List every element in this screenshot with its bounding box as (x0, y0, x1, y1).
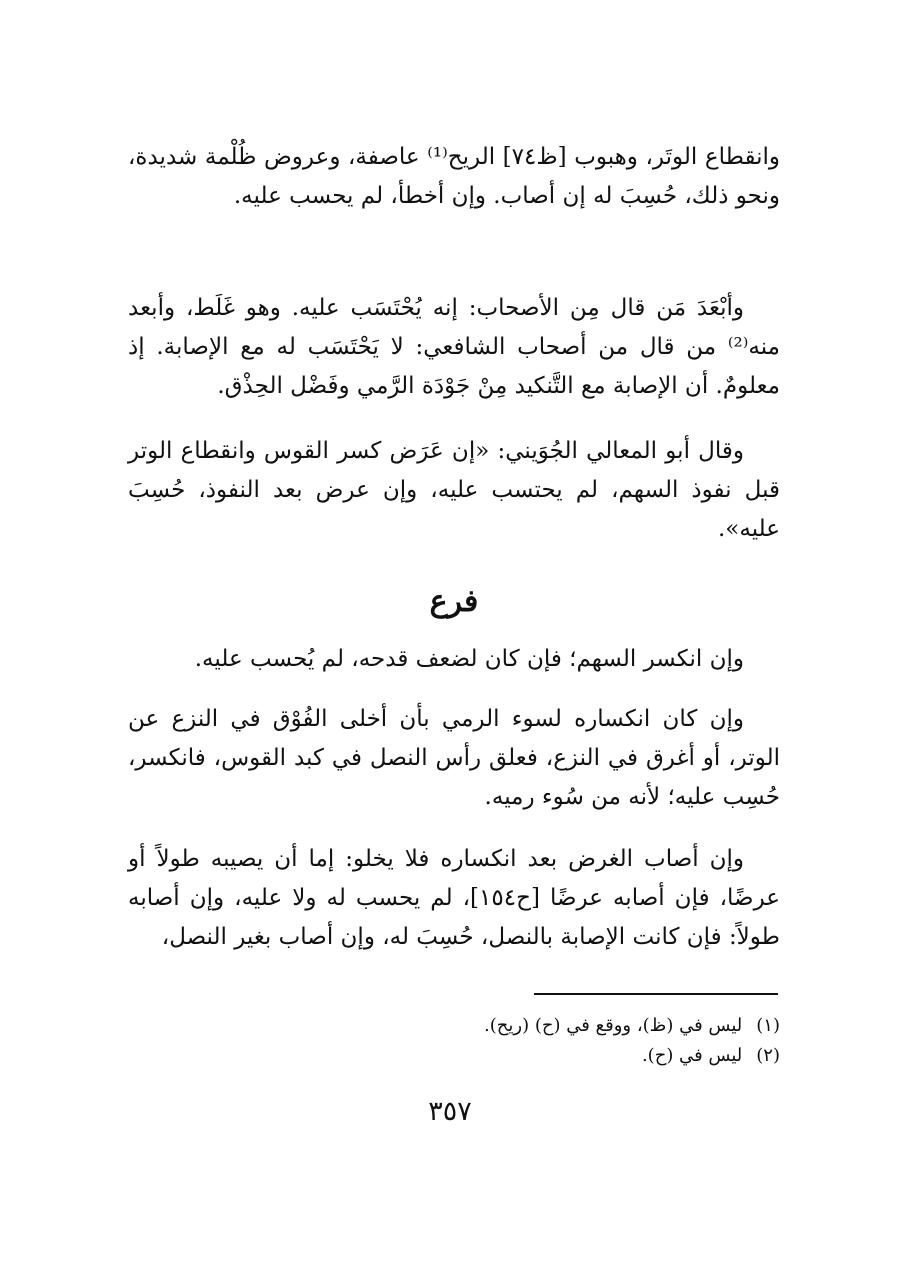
footnote-text: ليس في (ظ)، ووقع في (ح) (ريح). (484, 1015, 743, 1036)
footnote-1 (128, 1011, 780, 1041)
paragraph-5: وإن كان انكساره لسوء الرمي بأن أخلى الفُوْق في النزع عن الوتر، أو أغرق في النزع، فعلق رأس النصل في كبد القوس، فانكسر، حُسِب عليه؛ لأنه من سُوء رميه. (128, 706, 780, 810)
paragraph-3: وقال أبو المعالي الجُوَيني: «إن عَرَض كسر القوس وانقطاع الوتر قبل نفوذ السهم، لم يحتسب عليه، وإن عرض بعد النفوذ، حُسِبَ عليه». (128, 438, 780, 542)
footnote-marker: (١) (756, 1015, 780, 1036)
footnote-marker: (٢) (756, 1045, 780, 1066)
footnotes (128, 1011, 780, 1071)
page-number: ٣٥٧ (428, 1096, 472, 1127)
paragraph-6: وإن أصاب الغرض بعد انكساره فلا يخلو: إما أن يصيبه طولاً أو عرضًا، فإن أصابه عرضًا [ح١٥٤]، لم يحسب له ولا عليه، وإن أصابه طولاً: فإن كانت الإصابة بالنصل، حُسِبَ له، وإن أصاب بغير النصل، (128, 846, 780, 950)
paragraph-2: وأبْعَدَ مَن قال مِن الأصحاب: إنه يُحْتَسَب عليه. وهو غَلَط، وأبعد منه⁽²⁾ من قال من أصحاب الشافعي: لا يَحْتَسَب له مع الإصابة. إذ معلومٌ. أن الإصابة مع التَّنكيد مِنْ جَوْدَة الرَّمي وفَضْل الحِذْق. (128, 295, 780, 399)
paragraph-1: وانقطاع الوتَر، وهبوب [ظ٧٤] الريح⁽¹⁾ عاصفة، وعروض ظُلْمة شديدة، ونحو ذلك، حُسِبَ له إن أصاب. وإن أخطأ، لم يحسب عليه. (128, 144, 780, 209)
footnote-text: ليس في (ح). (641, 1045, 743, 1066)
footnote-divider (534, 993, 778, 995)
footnote-2 (128, 1041, 780, 1071)
section-heading: فرع (429, 584, 479, 619)
paragraph-4: وإن انكسر السهم؛ فإن كان لضعف قدحه، لم يُحسب عليه. (194, 646, 744, 672)
